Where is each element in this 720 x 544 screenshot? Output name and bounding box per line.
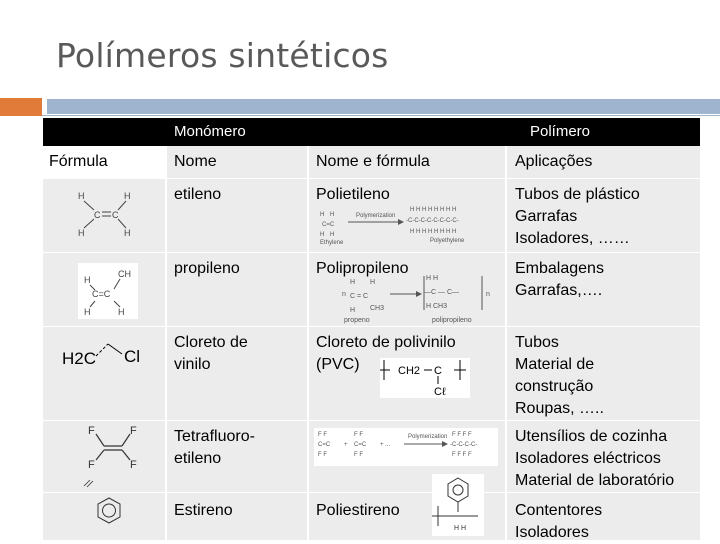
svg-text:H: H [124, 191, 131, 201]
ptfe-diagram [314, 428, 498, 466]
svg-text:F F: F F [318, 432, 327, 438]
divider [505, 146, 507, 540]
name-line: Cloreto de [174, 334, 248, 351]
svg-text:H H: H H [426, 275, 439, 282]
svg-text:F F: F F [354, 452, 363, 458]
svg-text:-C-C-C-C-C-C-C-C-: -C-C-C-C-C-C-C-C- [406, 218, 459, 224]
arrow-label: Polymerization [356, 213, 396, 219]
svg-text:H: H [78, 228, 85, 238]
slide-title: Polímeros sintéticos [56, 36, 389, 75]
pvc-sub: Cℓ [434, 386, 446, 398]
vinyl-chloride-formula-right: Cl [124, 347, 141, 366]
left-label: propeno [344, 317, 370, 324]
application-item: construção [515, 378, 594, 395]
svg-text:H: H [370, 279, 376, 286]
col-header-formula: Fórmula [49, 153, 108, 170]
svg-text:H: H [124, 228, 131, 238]
svg-text:H H: H H [454, 525, 467, 532]
col-header-name: Nome [174, 153, 217, 170]
name-line: Cloreto de polivinilo [316, 334, 456, 351]
svg-text:F F F F: F F F F [452, 432, 472, 438]
svg-text:—C — C—: —C — C— [424, 289, 459, 296]
applications [515, 258, 604, 302]
svg-text:F: F [130, 425, 137, 437]
name-line: Tetrafluoro- [174, 428, 255, 445]
svg-text:H: H [78, 191, 85, 201]
application-item: Material de [515, 356, 595, 373]
vinyl-chloride-bonds [94, 340, 124, 360]
divider [307, 146, 309, 540]
svg-text:C = C: C = C [350, 293, 369, 300]
tetrafluoroethylene-structure [82, 422, 152, 488]
polystyrene-structure [432, 474, 490, 536]
polymer-name: Polietileno [316, 186, 390, 203]
svg-text:C=C: C=C [92, 289, 111, 299]
svg-text:F: F [130, 459, 137, 471]
svg-text:H: H [320, 212, 325, 218]
polymer-name: Poliestireno [316, 502, 400, 519]
svg-text:H: H [118, 307, 125, 317]
application-item: Isoladores [515, 524, 589, 541]
pvc-unit: CH2 [398, 365, 421, 377]
svg-text:H: H [320, 232, 325, 238]
vinyl-chloride-formula-left: H2C [62, 349, 97, 368]
application-item: Garrafas [515, 208, 578, 225]
svg-text:CH3: CH3 [370, 305, 385, 312]
applications [515, 500, 602, 544]
svg-text:H: H [350, 279, 356, 286]
applications [515, 426, 674, 492]
application-item: Isoladores, …… [515, 230, 630, 247]
polymer-name: Polipropileno [316, 260, 409, 277]
header-polymer: Polímero [530, 123, 591, 140]
accent-line [42, 115, 720, 116]
svg-text:H H H H H H H H: H H H H H H H H [410, 207, 457, 213]
svg-text:+ ...: + ... [380, 442, 391, 448]
polyethylene-diagram [318, 204, 490, 244]
name-line: (PVC) [316, 356, 360, 373]
header-monomer: Monómero [174, 123, 246, 140]
application-item: Tubos [515, 334, 559, 351]
svg-text:F F F F: F F F F [452, 452, 472, 458]
name-line: vinilo [174, 356, 211, 373]
monomer-name [174, 332, 248, 376]
svg-text:C: C [112, 210, 119, 220]
application-item: Material de laboratório [515, 472, 675, 489]
svg-text:+: + [344, 442, 348, 448]
svg-text:n: n [486, 291, 490, 298]
application-item: Tubos de plástico [515, 186, 640, 203]
monomer-name: propileno [174, 260, 240, 277]
col-header-applications: Aplicações [515, 153, 593, 170]
application-item: Garrafas,…. [515, 282, 603, 299]
svg-text:H CH3: H CH3 [426, 303, 448, 310]
applications [515, 332, 604, 420]
svg-text:C: C [434, 365, 442, 377]
polypropylene-diagram [340, 276, 500, 324]
monomer-name [174, 426, 255, 470]
styrene-ring [94, 496, 124, 526]
application-item: Embalagens [515, 260, 604, 277]
divider [165, 146, 167, 540]
svg-text:C=C: C=C [318, 442, 331, 448]
svg-text:F: F [88, 425, 95, 437]
application-item: Isoladores eléctricos [515, 450, 661, 467]
propylene-structure [78, 263, 140, 321]
svg-text:C=C: C=C [354, 442, 367, 448]
application-item: Contentores [515, 502, 603, 519]
monomer-name: Estireno [174, 502, 233, 519]
col-header-name-formula: Nome e fórmula [316, 153, 430, 170]
svg-text:CH: CH [118, 269, 131, 279]
svg-text:C: C [94, 210, 101, 220]
column-header-row-shade [165, 146, 700, 178]
ethylene-structure [72, 186, 142, 241]
svg-text:F F: F F [354, 432, 363, 438]
svg-text:F: F [88, 459, 95, 471]
svg-text:H: H [350, 307, 356, 314]
right-label: polipropileno [432, 317, 472, 324]
svg-text:F F: F F [318, 452, 327, 458]
svg-text:-C-C-C-C-: -C-C-C-C- [450, 442, 478, 448]
pvc-structure [380, 358, 470, 398]
application-item: Roupas, ….. [515, 400, 604, 417]
right-label: Polyethylene [430, 238, 465, 244]
left-label: Ethylene [320, 240, 344, 246]
svg-text:H: H [84, 275, 91, 285]
applications [515, 184, 640, 250]
application-item: Utensílios de cozinha [515, 428, 668, 445]
accent-bar-blue [47, 99, 720, 114]
arrow-label: Polymerization [408, 434, 448, 440]
svg-text:n: n [342, 291, 346, 298]
svg-text:H: H [84, 307, 91, 317]
svg-text:H H H H H H H H: H H H H H H H H [410, 229, 457, 235]
svg-text:C=C: C=C [322, 222, 335, 228]
table-header-bar [43, 118, 700, 146]
monomer-name: etileno [174, 186, 222, 203]
svg-text:H: H [330, 232, 335, 238]
accent-bar-orange [0, 98, 42, 116]
name-line: etileno [174, 450, 222, 467]
svg-text:H: H [330, 212, 335, 218]
